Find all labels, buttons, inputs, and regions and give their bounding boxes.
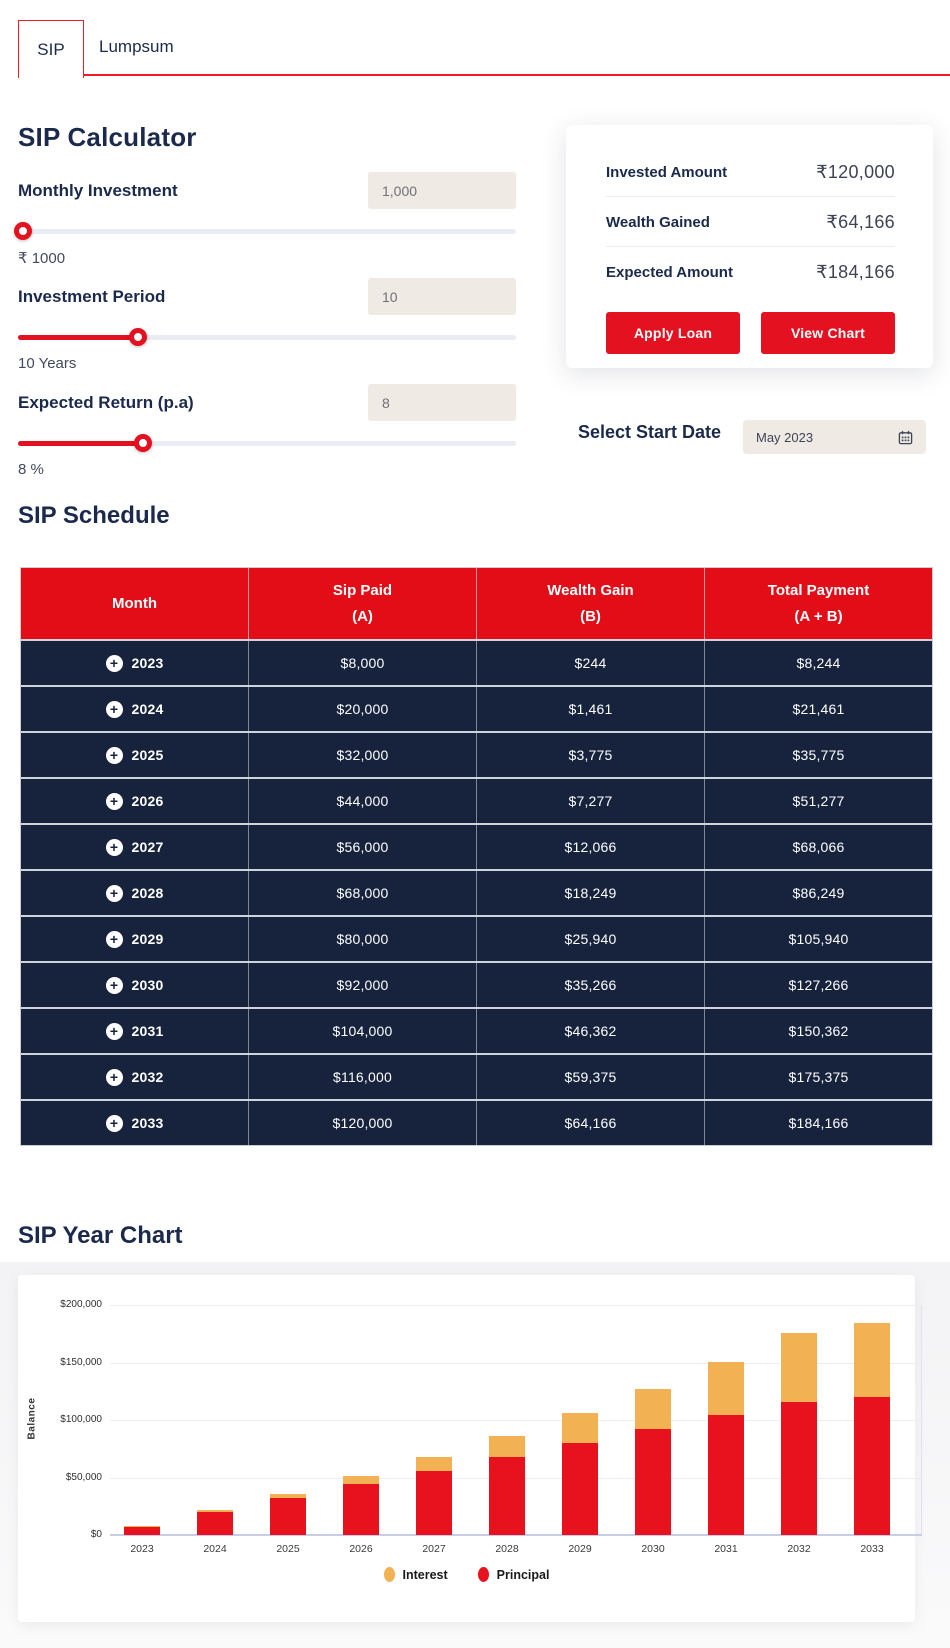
row-year: 2030 xyxy=(131,977,164,993)
calendar-icon[interactable] xyxy=(898,430,913,445)
column-header-month: Month xyxy=(21,568,249,639)
investment-period-label: Investment Period xyxy=(18,286,166,306)
cell-total-payment: $21,461 xyxy=(792,701,845,717)
table-row[interactable] xyxy=(21,685,932,731)
cell-total-payment: $68,066 xyxy=(792,839,845,855)
cell-month xyxy=(21,641,249,685)
expand-row-icon[interactable]: + xyxy=(106,1023,123,1040)
principal-bar-2024 xyxy=(197,1512,233,1535)
x-axis-tick-label: 2032 xyxy=(787,1543,811,1555)
expand-row-icon[interactable]: + xyxy=(106,793,123,810)
chart-plot-area xyxy=(60,1299,922,1555)
invested-amount-label: Invested Amount xyxy=(606,164,728,181)
cell-sip-paid: $80,000 xyxy=(249,917,477,961)
schedule-title: SIP Schedule xyxy=(18,502,170,529)
column-header-sip-paid: Sip Paid (A) xyxy=(249,568,477,639)
monthly-investment-input[interactable]: 1,000 xyxy=(368,172,516,209)
x-axis-tick-label: 2031 xyxy=(714,1543,738,1555)
table-row[interactable] xyxy=(21,777,932,823)
interest-bar-2025 xyxy=(270,1494,306,1498)
interest-bar-2030 xyxy=(635,1389,671,1430)
cell-month xyxy=(21,1009,249,1053)
table-row[interactable] xyxy=(21,915,932,961)
cell-sip-paid: $8,000 xyxy=(249,641,477,685)
x-axis-tick-label: 2027 xyxy=(422,1543,446,1555)
expand-row-icon[interactable]: + xyxy=(106,1069,123,1086)
expand-row-icon[interactable]: + xyxy=(106,701,123,718)
principal-bar-2029 xyxy=(562,1443,598,1535)
cell-month xyxy=(21,917,249,961)
principal-bar-2032 xyxy=(781,1402,817,1535)
cell-sip-paid: $120,000 xyxy=(249,1101,477,1145)
interest-bar-2028 xyxy=(489,1436,525,1457)
summary-row-expected xyxy=(606,247,895,296)
cell-total-payment: $35,775 xyxy=(792,747,845,763)
slider-handle[interactable] xyxy=(14,222,32,240)
legend-label: Interest xyxy=(402,1567,448,1582)
cell-month xyxy=(21,825,249,869)
cell-month xyxy=(21,779,249,823)
principal-bar-2028 xyxy=(489,1457,525,1535)
principal-bar-2027 xyxy=(416,1471,452,1535)
cell-total-payment: $105,940 xyxy=(788,931,849,947)
cell-wealth-gain: $64,166 xyxy=(477,1101,705,1145)
x-axis-tick-label: 2023 xyxy=(130,1543,154,1555)
slider-handle[interactable] xyxy=(134,434,152,452)
tab-sip-label: SIP xyxy=(37,39,65,59)
cell-sip-paid: $44,000 xyxy=(249,779,477,823)
tab-underline xyxy=(84,74,950,76)
cell-sip-paid: $56,000 xyxy=(249,825,477,869)
cell-wealth-gain: $35,266 xyxy=(477,963,705,1007)
column-header-wealth-gain: Wealth Gain (B) xyxy=(477,568,705,639)
start-date-input[interactable] xyxy=(743,420,926,454)
slider-fill xyxy=(18,441,143,446)
cell-sip-paid: $116,000 xyxy=(249,1055,477,1099)
chart-title: SIP Year Chart xyxy=(18,1222,183,1249)
cell-total-payment: $8,244 xyxy=(796,655,841,671)
investment-period-input[interactable]: 10 xyxy=(368,278,516,315)
legend-label: Principal xyxy=(496,1567,550,1582)
cell-month xyxy=(21,687,249,731)
y-axis-tick-label: $150,000 xyxy=(60,1356,102,1368)
row-year: 2029 xyxy=(131,931,164,947)
cell-wealth-gain: $12,066 xyxy=(477,825,705,869)
row-year: 2023 xyxy=(131,655,164,671)
cell-month xyxy=(21,733,249,777)
investment-period-caption: 10 Years xyxy=(18,355,77,372)
y-axis-title: Balance xyxy=(26,1397,38,1440)
sip-year-chart xyxy=(18,1275,915,1622)
wealth-gained-value: ₹64,166 xyxy=(826,212,895,232)
x-axis-tick-label: 2030 xyxy=(641,1543,665,1555)
cell-wealth-gain: $7,277 xyxy=(477,779,705,823)
table-row[interactable] xyxy=(21,961,932,1007)
view-chart-button[interactable]: View Chart xyxy=(761,312,895,354)
chart-legend xyxy=(18,1567,915,1582)
tab-sip[interactable] xyxy=(18,20,84,78)
investment-period-slider[interactable] xyxy=(18,328,516,346)
cell-month xyxy=(21,963,249,1007)
summary-row-invested xyxy=(606,147,895,197)
field-investment-period xyxy=(18,278,516,372)
table-row[interactable] xyxy=(21,823,932,869)
expand-row-icon[interactable]: + xyxy=(106,885,123,902)
principal-bar-2023 xyxy=(124,1526,160,1535)
y-axis-tick-label: $50,000 xyxy=(65,1471,102,1483)
expand-row-icon[interactable]: + xyxy=(106,931,123,948)
tab-lumpsum-label: Lumpsum xyxy=(99,37,174,56)
tab-lumpsum[interactable] xyxy=(99,20,174,74)
table-row[interactable] xyxy=(21,1099,932,1145)
monthly-investment-caption: ₹ 1000 xyxy=(18,250,66,267)
table-row[interactable] xyxy=(21,639,932,685)
start-date-value: May 2023 xyxy=(756,429,814,445)
monthly-investment-label: Monthly Investment xyxy=(18,180,178,200)
cell-total-payment: $184,166 xyxy=(788,1115,849,1131)
row-year: 2032 xyxy=(131,1069,164,1085)
cell-month xyxy=(21,1055,249,1099)
expand-row-icon[interactable]: + xyxy=(106,839,123,856)
wealth-gained-label: Wealth Gained xyxy=(606,214,710,231)
expand-row-icon[interactable]: + xyxy=(106,977,123,994)
x-axis-tick-label: 2029 xyxy=(568,1543,592,1555)
interest-bar-2032 xyxy=(781,1333,817,1401)
principal-bar-2026 xyxy=(343,1484,379,1535)
cell-wealth-gain: $18,249 xyxy=(477,871,705,915)
cell-sip-paid: $68,000 xyxy=(249,871,477,915)
cell-wealth-gain: $25,940 xyxy=(477,917,705,961)
invested-amount-value: ₹120,000 xyxy=(816,162,895,182)
monthly-investment-slider[interactable] xyxy=(18,222,516,240)
interest-bar-2031 xyxy=(708,1362,744,1415)
expand-row-icon[interactable]: + xyxy=(106,1115,123,1132)
y-axis-tick-label: $100,000 xyxy=(60,1414,102,1425)
y-axis-tick-label: $0 xyxy=(90,1529,102,1540)
legend-marker-icon xyxy=(478,1567,489,1582)
expected-return-input[interactable]: 8 xyxy=(368,384,516,421)
expand-row-icon[interactable]: + xyxy=(106,747,123,764)
expand-row-icon[interactable]: + xyxy=(106,655,123,672)
cell-total-payment: $127,266 xyxy=(788,977,849,993)
row-year: 2033 xyxy=(131,1115,164,1131)
expected-return-label: Expected Return (p.a) xyxy=(18,392,194,412)
table-row[interactable] xyxy=(21,1053,932,1099)
page-title: SIP Calculator xyxy=(18,122,197,152)
slider-fill xyxy=(18,335,138,340)
row-year: 2024 xyxy=(131,701,164,717)
x-axis-tick-label: 2028 xyxy=(495,1543,519,1555)
cell-total-payment: $51,277 xyxy=(792,793,845,809)
x-axis-tick-label: 2024 xyxy=(203,1543,227,1555)
expected-return-slider[interactable] xyxy=(18,434,516,452)
interest-bar-2033 xyxy=(854,1323,890,1397)
expected-amount-label: Expected Amount xyxy=(606,264,733,281)
y-axis-tick-label: $200,000 xyxy=(60,1299,102,1310)
table-row[interactable] xyxy=(21,731,932,777)
interest-bar-2027 xyxy=(416,1457,452,1471)
cell-month xyxy=(21,871,249,915)
principal-bar-2030 xyxy=(635,1429,671,1535)
cell-sip-paid: $20,000 xyxy=(249,687,477,731)
cell-total-payment: $86,249 xyxy=(792,885,845,901)
row-year: 2031 xyxy=(131,1023,164,1039)
gridline xyxy=(110,1305,922,1306)
cell-wealth-gain: $244 xyxy=(477,641,705,685)
cell-sip-paid: $32,000 xyxy=(249,733,477,777)
interest-bar-2029 xyxy=(562,1413,598,1443)
row-year: 2028 xyxy=(131,885,164,901)
summary-card xyxy=(566,125,933,368)
cell-wealth-gain: $59,375 xyxy=(477,1055,705,1099)
table-row[interactable] xyxy=(21,1007,932,1053)
cell-month xyxy=(21,1101,249,1145)
cell-total-payment: $150,362 xyxy=(788,1023,849,1039)
column-header-total-payment: Total Payment (A + B) xyxy=(767,581,870,625)
cell-sip-paid: $104,000 xyxy=(249,1009,477,1053)
principal-bar-2031 xyxy=(708,1415,744,1535)
expected-return-caption: 8 % xyxy=(18,461,44,478)
x-axis-tick-label: 2033 xyxy=(860,1543,884,1555)
cell-wealth-gain: $3,775 xyxy=(477,733,705,777)
principal-bar-2025 xyxy=(270,1498,306,1535)
summary-row-wealth xyxy=(606,197,895,247)
field-expected-return xyxy=(18,384,516,478)
start-date-label: Select Start Date xyxy=(578,422,722,442)
table-row[interactable] xyxy=(21,869,932,915)
slider-handle[interactable] xyxy=(129,328,147,346)
x-axis-tick-label: 2025 xyxy=(276,1543,300,1555)
table-header-row xyxy=(21,568,932,639)
interest-bar-2026 xyxy=(343,1476,379,1484)
interest-bar-2024 xyxy=(197,1510,233,1512)
x-axis-tick-label: 2026 xyxy=(349,1543,373,1555)
cell-sip-paid: $92,000 xyxy=(249,963,477,1007)
cell-total-payment: $175,375 xyxy=(788,1069,849,1085)
row-year: 2026 xyxy=(131,793,164,809)
field-monthly-investment xyxy=(18,172,516,267)
cell-wealth-gain: $1,461 xyxy=(477,687,705,731)
legend-item-interest[interactable] xyxy=(384,1567,448,1582)
cell-wealth-gain: $46,362 xyxy=(477,1009,705,1053)
sip-schedule-table xyxy=(20,567,933,1146)
row-year: 2027 xyxy=(131,839,164,855)
legend-item-principal[interactable] xyxy=(478,1567,550,1582)
expected-amount-value: ₹184,166 xyxy=(816,262,895,282)
row-year: 2025 xyxy=(131,747,164,763)
slider-track[interactable] xyxy=(18,229,516,234)
apply-loan-button[interactable]: Apply Loan xyxy=(606,312,740,354)
legend-marker-icon xyxy=(384,1567,395,1582)
principal-bar-2033 xyxy=(854,1397,890,1535)
